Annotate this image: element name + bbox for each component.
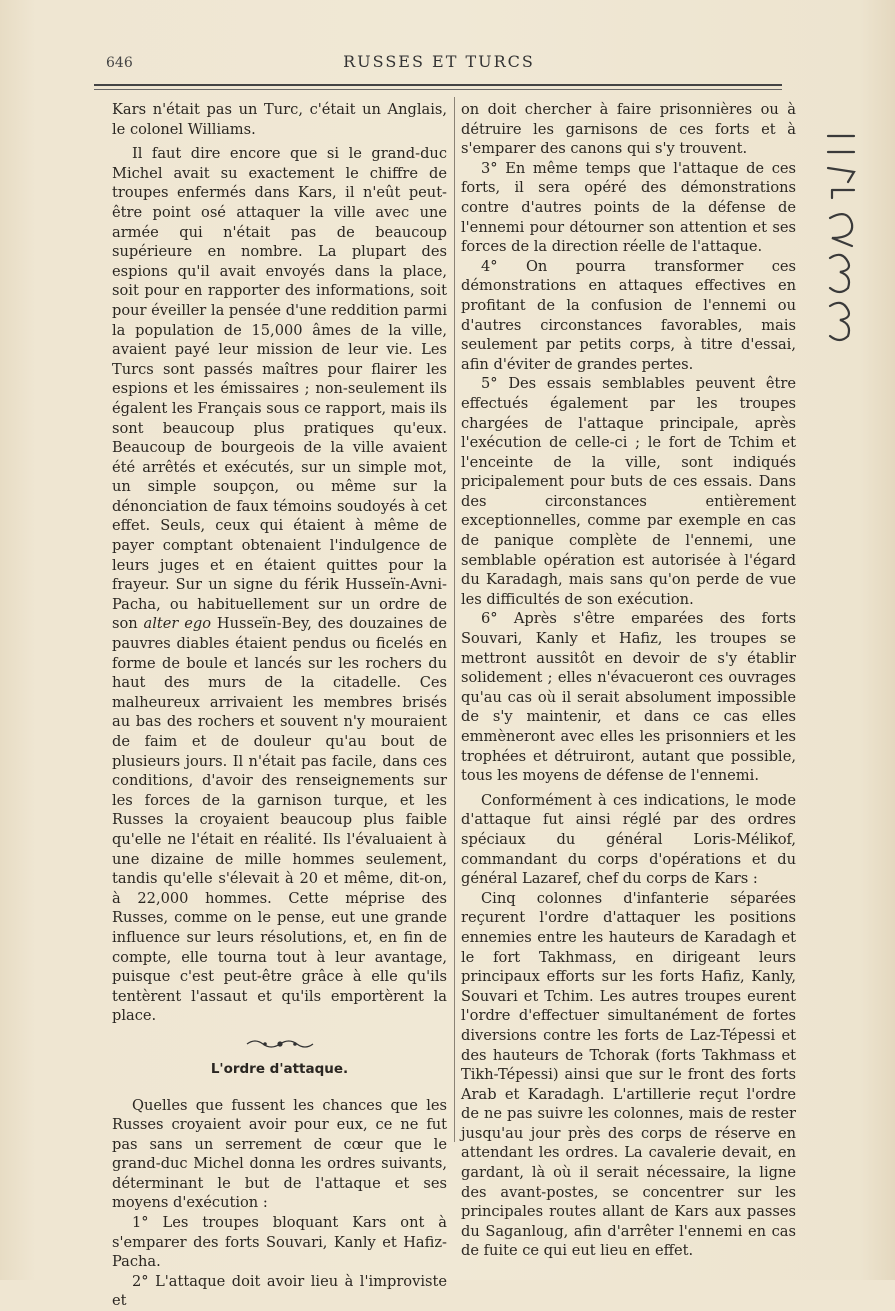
page-header xyxy=(94,52,784,74)
paragraph: 2° L'attaque doit avoir lieu à l'improviste et xyxy=(112,1272,447,1310)
paragraph: 5° Des essais semblables peuvent être effectués également par les troupes chargées de l'attaque principale, après l'exécution de celle-ci ; le fort de Tchim et l'enceinte de la ville, sont indiqués pricipalement pour buts de ces essais. Dans des circonstances entièrement exceptionnelles, comme par exemple en cas de panique complète de l'ennemi, une semblable opération est autorisée à l'égard du Karadagh, mais sans qu'on perde de vue les difficultés de son exécution. xyxy=(461,375,796,608)
section-title: L'ordre d'attaque. xyxy=(210,1060,349,1077)
running-title: RUSSES ET TURCS xyxy=(343,52,535,71)
text-run: Husseïn-Bey, des douzaines de pauvres diables étaient pendus ou ficelés en forme de boule et lancés sur les rochers du haut des murs de la citadelle. Ces malheureux arrivaient les membres brisés au bas des rochers et souvent n'y mouraient de faim et de douleur qu'au bout de plusieurs jours. Il n'était pas facile, dans ces conditions, d'avoir des renseignements sur les forces de la garnison turque, et les Russes la croyaient beaucoup plus faible qu'elle ne l'était en réalité. Ils l'évaluaient à une dizaine de mille hommes seulement, tandis qu'elle s'élevait à 20 et même, dit-on, à 22,000 hommes. Cette méprise des Russes, comme on le pense, eut une grande influence sur leurs résolutions, et, en fin de compte, elle tourna tout à leur avantage, puisque c'est peut-être grâce à elle qu'ils tentèrent l'assaut et qu'ils emportèrent la place. xyxy=(112,615,448,1025)
text-run: Il faut dire encore que si le grand-duc Michel avait su exactement le chiffre de troupes enfermés dans Kars, il n'eût peut-être point osé attaquer la ville avec une armée qui n'était pas de beaucoup supérieure en nombre. La plupart des espions qu'il avait envoyés dans la place, soit pour en rapporter des informations, soit pour éveiller la pensée d'une reddition parmi la population de 15,000 âmes de la ville, avaient payé leur mission de leur vie. Les Turcs sont passés maîtres pour flairer les espions et les émissaires ; non-seulement ils égalent les Français sous ce rapport, mais ils sont beaucoup plus pratiques qu'eux. Beaucoup de bourgeois de la ville avaient été arrêtés et exécutés, sur un simple mot, un simple soupçon, ou même sur la dénonciation de faux témoins soudoyés à cet effet. Seuls, ceux qui étaient à même de payer comptant obtenaient l'indulgence de leurs juges et en étaient quittes pour la frayeur. Sur un signe du férik Husseïn-Avni-Pacha, ou habituellement sur un ordre de son xyxy=(112,145,447,633)
paragraph xyxy=(112,144,447,1026)
right-column xyxy=(461,100,796,1261)
ornament-divider xyxy=(112,1038,447,1052)
paragraph: Kars n'était pas un Turc, c'était un Anglais, le colonel Williams. xyxy=(112,101,447,138)
paragraph: 6° Après s'être emparées des forts Souvari, Kanly et Hafiz, les troupes se mettront aussitôt en devoir de s'y établir solidement ; elles n'évacueront ces ouvrages qu'au cas où il serait absolument impossible de s'y maintenir, et dans ce cas elles emmèneront avec elles les prisonniers et les trophées et détruiront, autant que possible, tous les moyens de défense de l'ennemi. xyxy=(461,610,796,785)
paragraph: 3° En même temps que l'attaque de ces forts, il sera opéré des démonstrations contre d'autres points de la défense de l'ennemi pour détourner son attention et ses forces de la direction réelle de l'attaque. xyxy=(461,159,796,256)
paragraph: Quelles que fussent les chances que les Russes croyaient avoir pour eux, ce ne fut pas sans un serrement de cœur que le grand-duc Michel donna les ordres suivants, déterminant le but de l'attaque et ses moyens d'exécution : xyxy=(112,1096,447,1212)
header-rule xyxy=(94,84,782,90)
paragraph: on doit chercher à faire prisonnières ou à détruire les garnisons de ces forts et à s'emparer des canons qui s'y trouvent. xyxy=(461,101,796,158)
left-column xyxy=(112,100,447,1311)
paragraph: 1° Les troupes bloquant Kars ont à s'emparer des forts Souvari, Kanly et Hafiz-Pacha. xyxy=(112,1214,447,1271)
column-divider xyxy=(454,97,455,1142)
italic-phrase: alter ego xyxy=(143,615,212,633)
handwritten-note-image xyxy=(818,128,862,358)
paragraph: 4° On pourra transformer ces démonstrations en attaques effectives en profitant de la confusion de l'ennemi ou d'autres circonstances favorables, mais seulement par petits corps, à titre d'essai, afin d'éviter de grandes pertes. xyxy=(461,257,796,373)
handwritten-margin-note xyxy=(818,128,862,358)
paragraph: Conformément à ces indications, le mode d'attaque fut ainsi réglé par des ordres spéciaux du général Loris-Mélikof, commandant du corps d'opérations et du général Lazaref, chef du corps de Kars : xyxy=(461,791,796,888)
ornament-flourish-icon xyxy=(245,1038,315,1050)
page-number: 646 xyxy=(106,55,133,71)
paragraph: Cinq colonnes d'infanterie séparées reçurent l'ordre d'attaquer les positions ennemies entre les hauteurs de Karadagh et le fort Takhmass, en dirigeant leurs principaux efforts sur les forts Hafiz, Kanly, Souvari et Tchim. Les autres troupes eurent l'ordre d'effectuer simultanément de fortes diversions contre les forts de Laz-Tépessi et des hauteurs de Tchorak (forts Takhmass et Tikh-Tépessi) ainsi que sur le front des forts Arab et Karadagh. L'artillerie reçut l'ordre de ne pas suivre les colonnes, mais de rester jusqu'au jour près des corps de réserve en attendant les ordres. La cavalerie devait, en gardant, là où il serait nécessaire, la ligne des avant-postes, se concentrer sur les principales routes allant de Kars aux passes du Saganloug, afin d'arrêter l'ennemi en cas de fuite ce qui eut lieu en effet. xyxy=(461,889,796,1260)
